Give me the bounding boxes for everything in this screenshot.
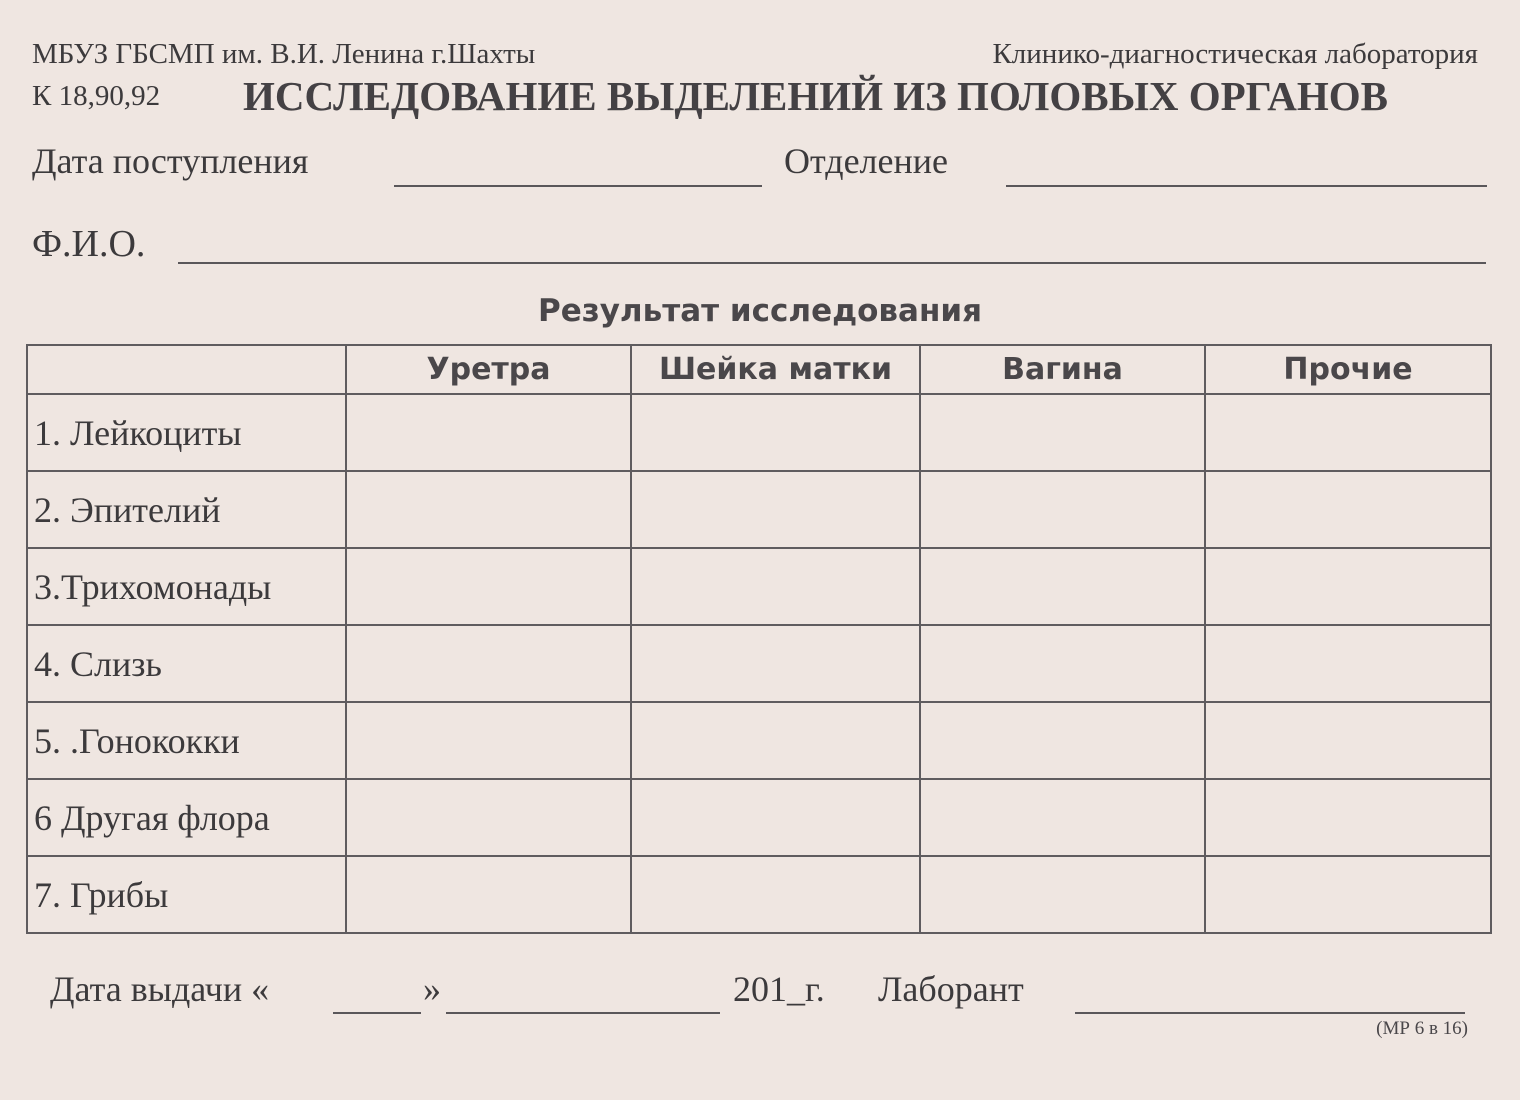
table-row: [27, 779, 1491, 856]
table-row: [27, 548, 1491, 625]
column-header-urethra: Уретра: [346, 345, 631, 394]
form-code-footer: (МР 6 в 16): [1376, 1018, 1468, 1039]
result-cell[interactable]: [631, 702, 920, 779]
result-cell[interactable]: [920, 856, 1205, 933]
issue-month-field[interactable]: [446, 1012, 720, 1014]
result-cell[interactable]: [631, 548, 920, 625]
row-label-mucus: 4. Слизь: [27, 625, 346, 702]
name-field[interactable]: [178, 262, 1486, 264]
form-title: ИССЛЕДОВАНИЕ ВЫДЕЛЕНИЙ ИЗ ПОЛОВЫХ ОРГАНОВ: [243, 73, 1388, 119]
result-cell[interactable]: [631, 625, 920, 702]
table-header-row: [27, 345, 1491, 394]
row-label-fungi: 7. Грибы: [27, 856, 346, 933]
result-cell[interactable]: [346, 471, 631, 548]
result-cell[interactable]: [1205, 394, 1491, 471]
department-field[interactable]: [1006, 185, 1487, 187]
results-table: [26, 344, 1492, 934]
result-cell[interactable]: [1205, 471, 1491, 548]
result-cell[interactable]: [920, 625, 1205, 702]
row-label-trichomonads: 3.Трихомонады: [27, 548, 346, 625]
result-cell[interactable]: [920, 548, 1205, 625]
laboratory-name: Клинико-диагностическая лаборатория: [992, 38, 1478, 70]
column-header-vagina: Вагина: [920, 345, 1205, 394]
organization-name: МБУЗ ГБСМП им. В.И. Ленина г.Шахты: [32, 38, 536, 70]
result-cell[interactable]: [631, 779, 920, 856]
result-cell[interactable]: [920, 702, 1205, 779]
result-cell[interactable]: [631, 856, 920, 933]
column-header-cervix: Шейка матки: [631, 345, 920, 394]
row-label-gonococci: 5. .Гонококки: [27, 702, 346, 779]
table-row: [27, 702, 1491, 779]
result-cell[interactable]: [1205, 856, 1491, 933]
lab-assistant-label: Лаборант: [878, 969, 1024, 1009]
row-label-other-flora: 6 Другая флора: [27, 779, 346, 856]
lab-assistant-signature-field[interactable]: [1075, 1012, 1465, 1014]
result-cell[interactable]: [920, 471, 1205, 548]
result-cell[interactable]: [1205, 625, 1491, 702]
issue-date-label: Дата выдачи «: [50, 969, 270, 1009]
result-cell[interactable]: [1205, 779, 1491, 856]
admission-date-field[interactable]: [394, 185, 762, 187]
result-cell[interactable]: [1205, 548, 1491, 625]
result-cell[interactable]: [631, 471, 920, 548]
result-cell[interactable]: [346, 856, 631, 933]
table-row: [27, 625, 1491, 702]
column-header-empty: [27, 345, 346, 394]
result-cell[interactable]: [346, 625, 631, 702]
result-cell[interactable]: [1205, 702, 1491, 779]
department-label: Отделение: [784, 141, 949, 181]
results-title: Результат исследования: [537, 293, 983, 329]
result-cell[interactable]: [920, 394, 1205, 471]
table-row: [27, 394, 1491, 471]
result-cell[interactable]: [346, 779, 631, 856]
table-row: [27, 856, 1491, 933]
name-label: Ф.И.О.: [32, 223, 146, 265]
issue-date-quote-close: »: [423, 969, 441, 1009]
row-label-leukocytes: 1. Лейкоциты: [27, 394, 346, 471]
issue-day-field[interactable]: [333, 1012, 421, 1014]
admission-date-label: Дата поступления: [32, 141, 309, 181]
column-header-other: Прочие: [1205, 345, 1491, 394]
form-code-header: К 18,90,92: [32, 80, 161, 112]
result-cell[interactable]: [920, 779, 1205, 856]
result-cell[interactable]: [346, 548, 631, 625]
result-cell[interactable]: [346, 702, 631, 779]
table-row: [27, 471, 1491, 548]
result-cell[interactable]: [346, 394, 631, 471]
row-label-epithelium: 2. Эпителий: [27, 471, 346, 548]
year-label: 201_г.: [733, 969, 825, 1009]
result-cell[interactable]: [631, 394, 920, 471]
